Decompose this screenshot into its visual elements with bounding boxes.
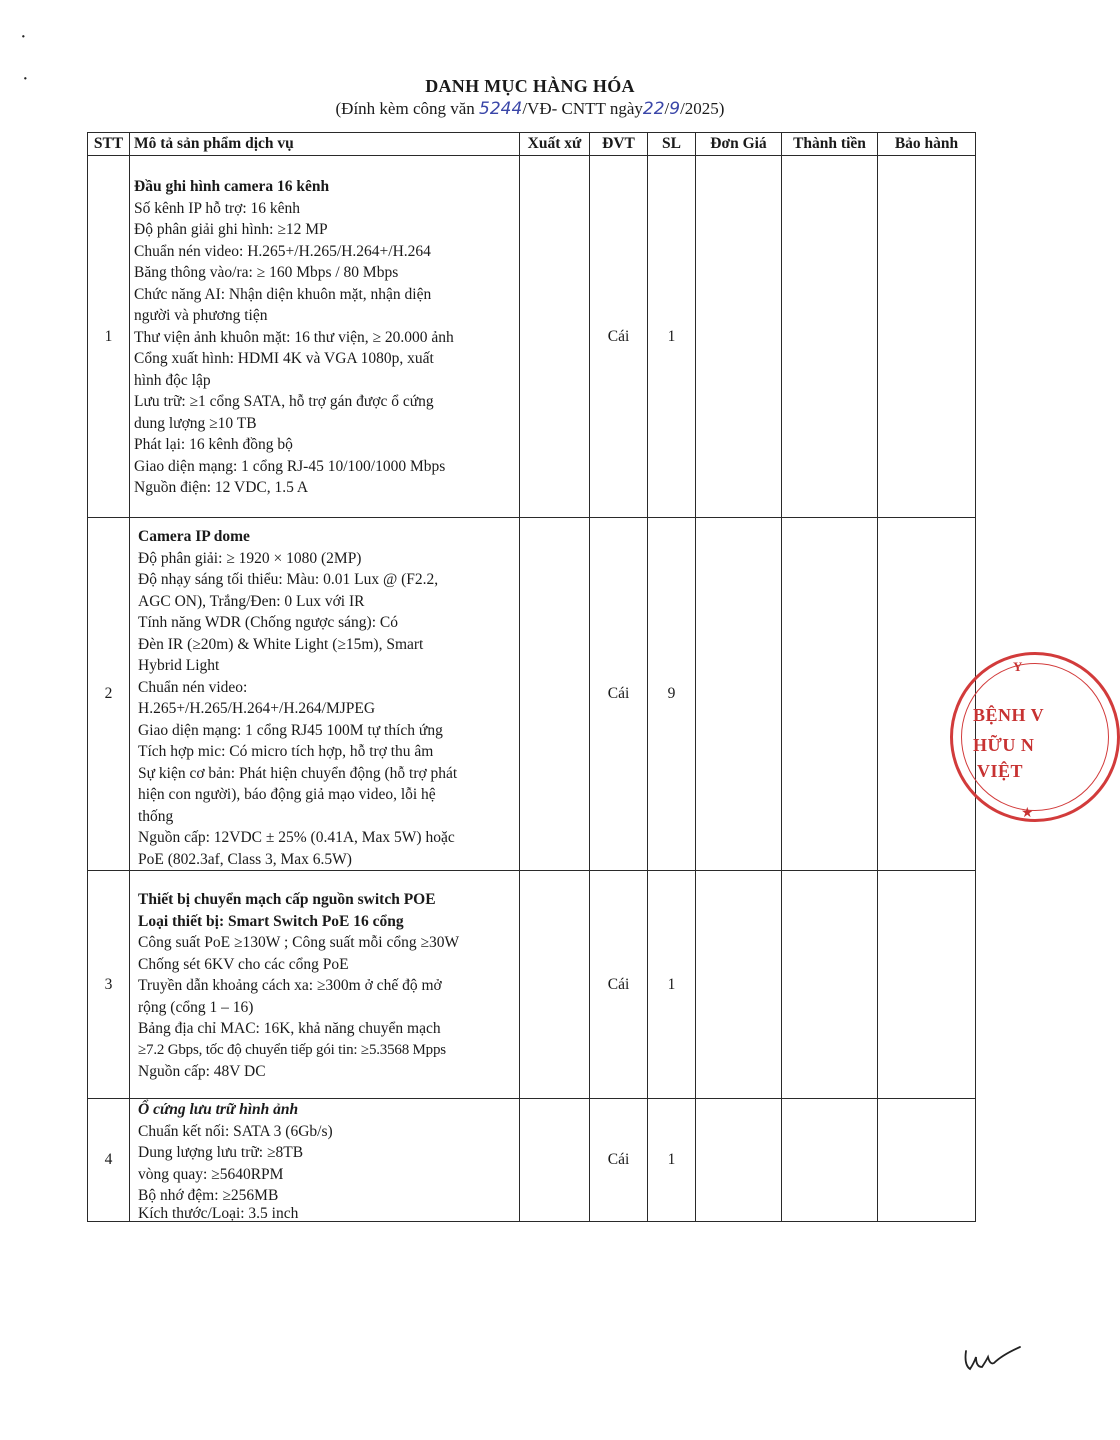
spec-line: AGC ON), Trắng/Đen: 0 Lux với IR	[138, 592, 365, 610]
page-title: DANH MỤC HÀNG HÓA	[425, 76, 635, 96]
spec-line: Băng thông vào/ra: ≥ 160 Mbps / 80 Mbps	[134, 264, 399, 281]
spec-line: Đèn IR (≥20m) & White Light (≥15m), Smart	[138, 635, 424, 653]
header-unit-price: Đơn Giá	[696, 133, 782, 156]
spec-line: vòng quay: ≥5640RPM	[138, 1165, 284, 1183]
spec-line: Chuẩn kết nối: SATA 3 (6Gb/s)	[138, 1122, 333, 1140]
product-type: Loại thiết bị: Smart Switch PoE 16 cổng	[138, 912, 404, 930]
header-warranty: Bảo hành	[878, 133, 976, 156]
spec-line: người và phương tiện	[134, 307, 268, 324]
table-row	[88, 156, 976, 518]
spec-line: Tích hợp mic: Có micro tích hợp, hỗ trợ thu âm	[138, 743, 434, 760]
cell-description	[130, 156, 520, 518]
spec-line: dung lượng ≥10 TB	[134, 414, 257, 432]
cell-amount	[782, 518, 878, 871]
spec-line: Chức năng AI: Nhận diện khuôn mặt, nhận diện	[134, 285, 432, 303]
spec-line: PoE (802.3af, Class 3, Max 6.5W)	[138, 850, 352, 868]
spec-line: H.265+/H.265/H.264+/H.264/MJPEG	[138, 700, 376, 717]
spec-line: rộng (cổng 1 – 16)	[138, 998, 254, 1016]
stamp-star-icon: ★	[1021, 806, 1034, 821]
cell-warranty	[878, 871, 976, 1099]
cell-unit: Cái	[590, 871, 648, 1099]
cell-stt: 2	[88, 518, 130, 871]
subtitle-prefix: (Đính kèm công văn	[335, 99, 480, 118]
header-description: Mô tả sản phẩm dịch vụ	[130, 133, 520, 156]
header-stt: STT	[88, 133, 130, 156]
spec-line: hình độc lập	[134, 371, 211, 389]
cell-quantity: 1	[648, 1099, 696, 1222]
spec-line: Tính năng WDR (Chống ngược sáng): Có	[138, 614, 398, 631]
header-quantity: SL	[648, 133, 696, 156]
product-name: Ổ cứng lưu trữ hình ảnh	[138, 1101, 299, 1118]
header-amount: Thành tiền	[782, 133, 878, 156]
product-name: Camera IP dome	[138, 528, 250, 545]
cell-stt: 3	[88, 871, 130, 1099]
cell-description	[130, 518, 520, 871]
header-unit: ĐVT	[590, 133, 648, 156]
stamp-line-1: BỆNH V	[973, 705, 1045, 725]
spec-line: Bộ nhớ đệm: ≥256MB	[138, 1187, 279, 1204]
spec-line: ≥7.2 Gbps, tốc độ chuyển tiếp gói tin: ≥5.3568 Mpps	[138, 1041, 446, 1058]
cell-unit-price	[696, 156, 782, 518]
cell-amount	[782, 871, 878, 1099]
spec-line: Cổng xuất hình: HDMI 4K và VGA 1080p, xuất	[134, 350, 434, 367]
cell-quantity: 1	[648, 871, 696, 1099]
cell-stt: 1	[88, 156, 130, 518]
spec-line: Độ phân giải ghi hình: ≥12 MP	[134, 221, 328, 238]
cell-origin	[520, 156, 590, 518]
spec-line: Hybrid Light	[138, 657, 220, 674]
goods-table	[87, 132, 976, 1222]
red-seal-stamp	[950, 652, 1120, 822]
signature-initials	[960, 1345, 1030, 1375]
table-header-row	[88, 133, 976, 156]
stamp-line-2: HỮU N	[973, 735, 1035, 755]
handwritten-doc-number: 5244	[479, 99, 523, 119]
spec-line: Truyền dẫn khoảng cách xa: ≥300m ở chế độ mở	[138, 977, 442, 994]
cell-amount	[782, 156, 878, 518]
spec-line: Dung lượng lưu trữ: ≥8TB	[138, 1144, 304, 1161]
handwritten-date-month: 9	[669, 99, 681, 119]
product-name: Thiết bị chuyển mạch cấp nguồn switch POE	[138, 891, 436, 908]
cell-description	[130, 1099, 520, 1222]
spec-line: hiện con người), báo động giả mạo video, lỗi hệ	[138, 786, 436, 803]
cell-unit-price	[696, 518, 782, 871]
table-row	[88, 518, 976, 871]
subtitle-middle: /VĐ- CNTT ngày	[522, 99, 643, 118]
page-subtitle: (Đính kèm công văn 5244/VĐ- CNTT ngày22/9/2025)	[335, 99, 725, 119]
spec-line: Nguồn điện: 12 VDC, 1.5 A	[134, 479, 309, 496]
cell-warranty	[878, 156, 976, 518]
spec-line: Số kênh IP hỗ trợ: 16 kênh	[134, 199, 301, 217]
stamp-top-letter: Y	[1013, 659, 1023, 674]
stamp-line-3: VIỆT	[977, 761, 1024, 781]
spec-line: Nguồn cấp: 12VDC ± 25% (0.41A, Max 5W) hoặc	[138, 829, 455, 846]
cell-unit-price	[696, 871, 782, 1099]
cell-unit: Cái	[590, 518, 648, 871]
spec-line: Độ nhạy sáng tối thiểu: Màu: 0.01 Lux @ (F2.2,	[138, 571, 439, 588]
spec-line: Chống sét 6KV cho các cổng PoE	[138, 955, 349, 973]
spec-line: Chuẩn nén video:	[138, 678, 248, 696]
cell-amount	[782, 1099, 878, 1222]
spec-line: Sự kiện cơ bản: Phát hiện chuyển động (hỗ trợ phát	[138, 764, 458, 782]
spec-line: Nguồn cấp: 48V DC	[138, 1063, 266, 1080]
cell-unit: Cái	[590, 1099, 648, 1222]
header-origin: Xuất xứ	[520, 133, 590, 156]
spec-line: Phát lại: 16 kênh đồng bộ	[134, 436, 293, 453]
spec-line: thống	[138, 807, 174, 825]
cell-quantity: 9	[648, 518, 696, 871]
spec-line: Kích thước/Loại: 3.5 inch	[138, 1204, 299, 1222]
cell-origin	[520, 518, 590, 871]
cell-description	[130, 871, 520, 1099]
scan-mark-dot: ·	[20, 26, 27, 48]
spec-line: Công suất PoE ≥130W ; Công suất mỗi cổng ≥30W	[138, 934, 460, 951]
table-row	[88, 871, 976, 1099]
handwritten-date-day: 22	[642, 99, 665, 119]
spec-line: Giao diện mạng: 1 cổng RJ45 100M tự thích ứng	[138, 721, 443, 739]
table-row	[88, 1099, 976, 1222]
spec-line: Thư viện ảnh khuôn mặt: 16 thư viện, ≥ 20.000 ảnh	[134, 328, 454, 346]
cell-origin	[520, 871, 590, 1099]
subtitle-suffix: /2025)	[680, 99, 725, 118]
spec-line: Lưu trữ: ≥1 cổng SATA, hỗ trợ gán được ổ cứng	[134, 393, 434, 410]
spec-line: Độ phân giải: ≥ 1920 × 1080 (2MP)	[138, 549, 362, 567]
cell-warranty	[878, 1099, 976, 1222]
cell-unit-price	[696, 1099, 782, 1222]
product-name: Đầu ghi hình camera 16 kênh	[134, 178, 330, 195]
cell-unit: Cái	[590, 156, 648, 518]
scan-mark-dot: ·	[22, 68, 29, 90]
spec-line: Chuẩn nén video: H.265+/H.265/H.264+/H.264	[134, 242, 431, 260]
cell-quantity: 1	[648, 156, 696, 518]
spec-line: Giao diện mạng: 1 cổng RJ-45 10/100/1000 Mbps	[134, 457, 446, 475]
cell-stt: 4	[88, 1099, 130, 1222]
cell-origin	[520, 1099, 590, 1222]
spec-line: Bảng địa chỉ MAC: 16K, khả năng chuyển mạch	[138, 1020, 441, 1037]
